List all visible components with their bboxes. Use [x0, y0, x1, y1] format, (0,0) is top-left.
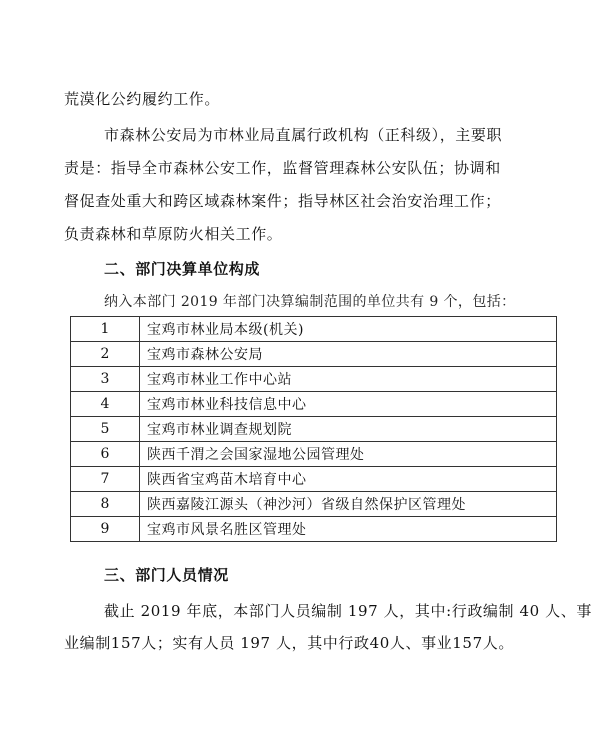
paragraph-line: 督促查处重大和跨区域森林案件；指导林区社会治安治理工作； — [64, 192, 501, 210]
section-heading: 二、部门决算单位构成 — [104, 260, 261, 278]
paragraph-line: 业编制157人；实有人员 197 人，其中行政40人、事业157人。 — [64, 634, 514, 652]
table-row — [71, 392, 557, 417]
unit-name: 陕西嘉陵江源头（神沙河）省级自然保护区管理处 — [140, 492, 557, 517]
table-row — [71, 517, 557, 542]
row-number: 7 — [71, 467, 140, 492]
table-row — [71, 342, 557, 367]
unit-name: 宝鸡市林业工作中心站 — [140, 367, 557, 392]
table-row — [71, 467, 557, 492]
row-number: 3 — [71, 367, 140, 392]
unit-name: 宝鸡市森林公安局 — [140, 342, 557, 367]
table-row — [71, 492, 557, 517]
row-number: 2 — [71, 342, 140, 367]
row-number: 9 — [71, 517, 140, 542]
paragraph-line: 截止 2019 年底，本部门人员编制 197 人，其中:行政编制 40 人、事 — [104, 602, 592, 620]
unit-name: 宝鸡市林业调查规划院 — [140, 417, 557, 442]
units-table — [70, 316, 557, 542]
row-number: 5 — [71, 417, 140, 442]
paragraph-line: 荒漠化公约履约工作。 — [64, 90, 221, 108]
paragraph-line: 市森林公安局为市林业局直属行政机构（正科级），主要职 — [104, 126, 503, 144]
unit-name: 陕西省宝鸡苗木培育中心 — [140, 467, 557, 492]
unit-name: 宝鸡市风景名胜区管理处 — [140, 517, 557, 542]
paragraph-line: 责是：指导全市森林公安工作，监督管理森林公安队伍；协调和 — [64, 159, 501, 177]
table-row — [71, 317, 557, 342]
row-number: 6 — [71, 442, 140, 467]
table-row — [71, 417, 557, 442]
table-row — [71, 367, 557, 392]
paragraph-line: 负责森林和草原防火相关工作。 — [64, 225, 283, 243]
section-heading: 三、部门人员情况 — [104, 566, 229, 584]
unit-name: 宝鸡市林业局本级(机关) — [140, 317, 557, 342]
row-number: 8 — [71, 492, 140, 517]
unit-name: 陕西千渭之会国家湿地公园管理处 — [140, 442, 557, 467]
table-row — [71, 442, 557, 467]
row-number: 4 — [71, 392, 140, 417]
section-intro: 纳入本部门 2019 年部门决算编制范围的单位共有 9 个，包括： — [104, 294, 516, 310]
unit-name: 宝鸡市林业科技信息中心 — [140, 392, 557, 417]
row-number: 1 — [71, 317, 140, 342]
